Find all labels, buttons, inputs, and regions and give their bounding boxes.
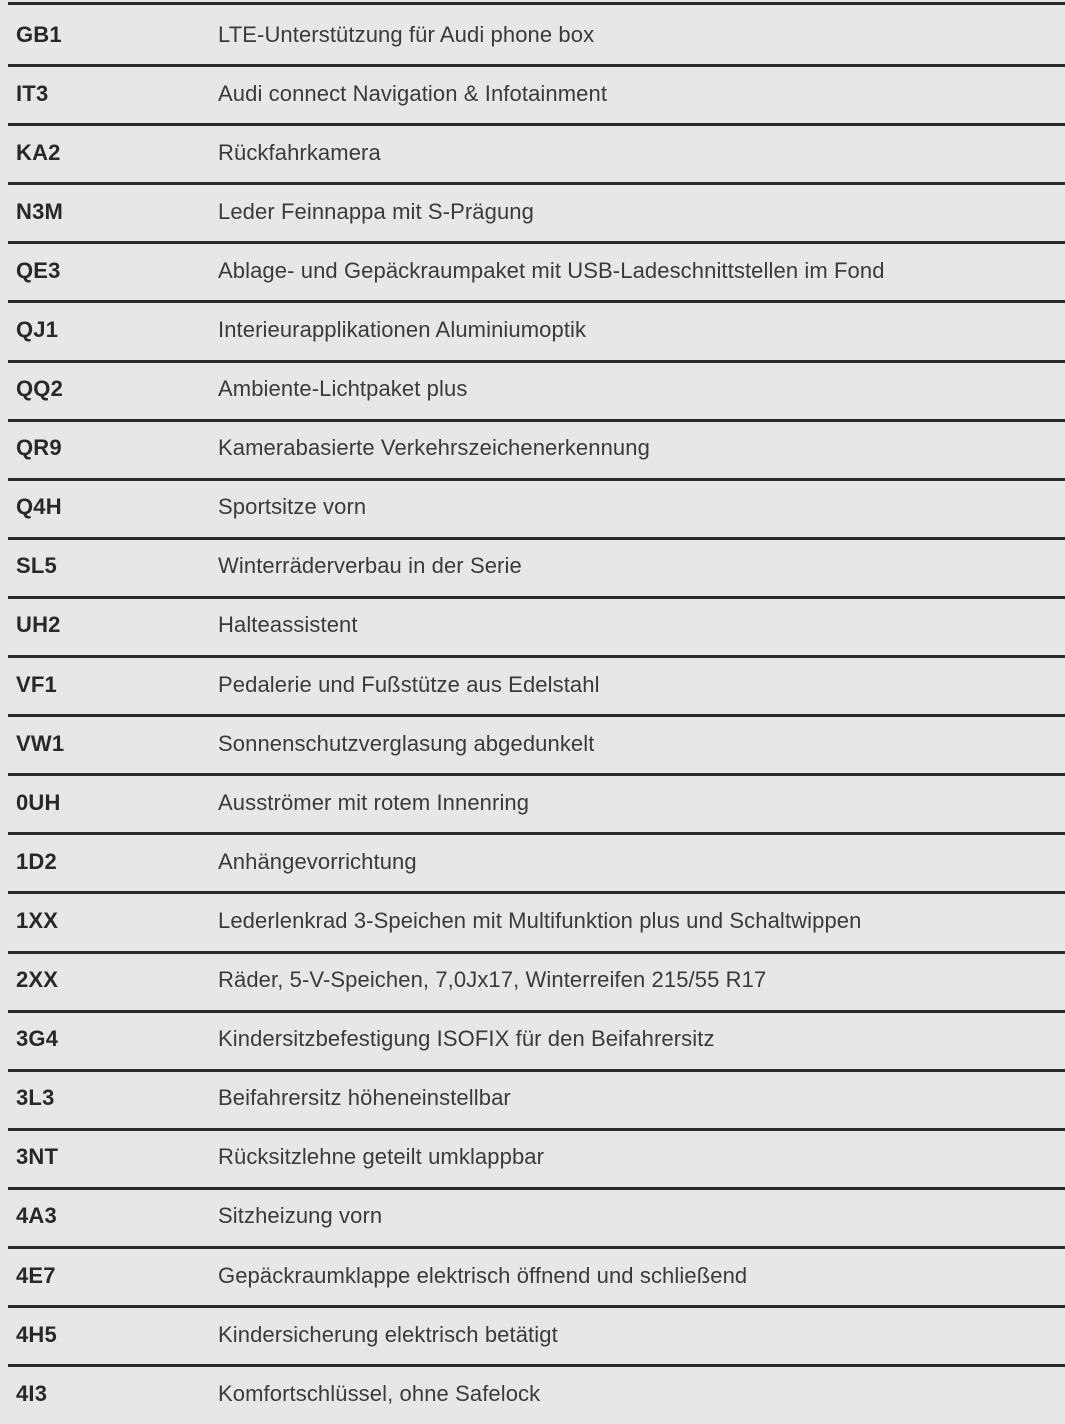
option-code: SL5 [16, 553, 57, 579]
table-row [0, 5, 1065, 64]
table-row [0, 182, 1065, 241]
option-description: Gepäckraumklappe elektrisch öffnend und schließend [218, 1262, 748, 1288]
table-row [0, 123, 1065, 182]
option-code: 1XX [16, 907, 59, 933]
option-code: VW1 [16, 730, 65, 756]
table-row [0, 1128, 1065, 1187]
table-row [0, 596, 1065, 655]
option-description: Kindersicherung elektrisch betätigt [218, 1321, 558, 1347]
option-code: 3G4 [16, 1026, 59, 1052]
option-code: 3L3 [16, 1085, 55, 1111]
option-description: Audi connect Navigation & Infotainment [218, 80, 608, 106]
table-row [0, 773, 1065, 832]
option-description: Sportsitze vorn [218, 494, 367, 520]
option-description: Kamerabasierte Verkehrszeichenerkennung [218, 435, 650, 461]
option-description: Lederlenkrad 3-Speichen mit Multifunktion plus und Schaltwippen [218, 907, 862, 933]
option-code: 4H5 [16, 1321, 57, 1347]
option-code: KA2 [16, 139, 61, 165]
table-row [0, 478, 1065, 537]
option-code: 4E7 [16, 1262, 56, 1288]
table-row [0, 714, 1065, 773]
table-row [0, 1069, 1065, 1128]
option-code: UH2 [16, 612, 61, 638]
option-description: Sonnenschutzverglasung abgedunkelt [218, 730, 595, 756]
table-row [0, 537, 1065, 596]
option-description: Interieurapplikationen Aluminiumoptik [218, 317, 587, 343]
table-row [0, 360, 1065, 419]
table-row [0, 655, 1065, 714]
option-code: 3NT [16, 1144, 59, 1170]
table-row [0, 1305, 1065, 1364]
table-row [0, 300, 1065, 359]
table-row [0, 64, 1065, 123]
option-description: Beifahrersitz höheneinstellbar [218, 1085, 511, 1111]
option-description: Ablage- und Gepäckraumpaket mit USB-Ladeschnittstellen im Fond [218, 257, 885, 283]
table-body [0, 5, 1065, 1423]
option-description: Räder, 5-V-Speichen, 7,0Jx17, Winterreifen 215/55 R17 [218, 967, 767, 993]
option-description: Rücksitzlehne geteilt umklappbar [218, 1144, 545, 1170]
option-description: Komfortschlüssel, ohne Safelock [218, 1380, 541, 1406]
option-code: 4A3 [16, 1203, 57, 1229]
option-code: N3M [16, 198, 64, 224]
table-row [0, 1187, 1065, 1246]
option-code: IT3 [16, 80, 49, 106]
option-description: Pedalerie und Fußstütze aus Edelstahl [218, 671, 600, 697]
table-row [0, 951, 1065, 1010]
option-description: Winterräderverbau in der Serie [218, 553, 522, 579]
equipment-options-table [0, 2, 1065, 1423]
option-description: Halteassistent [218, 612, 358, 638]
option-code: QE3 [16, 257, 61, 283]
table-row [0, 891, 1065, 950]
table-row [0, 241, 1065, 300]
option-code: 4I3 [16, 1380, 48, 1406]
option-description: Kindersitzbefestigung ISOFIX für den Beifahrersitz [218, 1026, 715, 1052]
option-description: Leder Feinnappa mit S-Prägung [218, 198, 534, 224]
option-code: QQ2 [16, 376, 64, 402]
option-code: GB1 [16, 21, 62, 47]
table-row [0, 419, 1065, 478]
option-code: 0UH [16, 789, 61, 815]
option-description: Ausströmer mit rotem Innenring [218, 789, 530, 815]
option-description: LTE-Unterstützung für Audi phone box [218, 21, 595, 47]
option-description: Ambiente-Lichtpaket plus [218, 376, 468, 402]
option-code: QJ1 [16, 317, 59, 343]
option-code: VF1 [16, 671, 57, 697]
option-description: Sitzheizung vorn [218, 1203, 383, 1229]
table-row [0, 1010, 1065, 1069]
option-description: Anhängevorrichtung [218, 848, 417, 874]
option-code: 1D2 [16, 848, 57, 874]
option-code: Q4H [16, 494, 62, 520]
table-row [0, 1364, 1065, 1423]
table-row [0, 832, 1065, 891]
option-description: Rückfahrkamera [218, 139, 381, 165]
table-row [0, 1246, 1065, 1305]
option-code: QR9 [16, 435, 62, 461]
option-code: 2XX [16, 967, 59, 993]
